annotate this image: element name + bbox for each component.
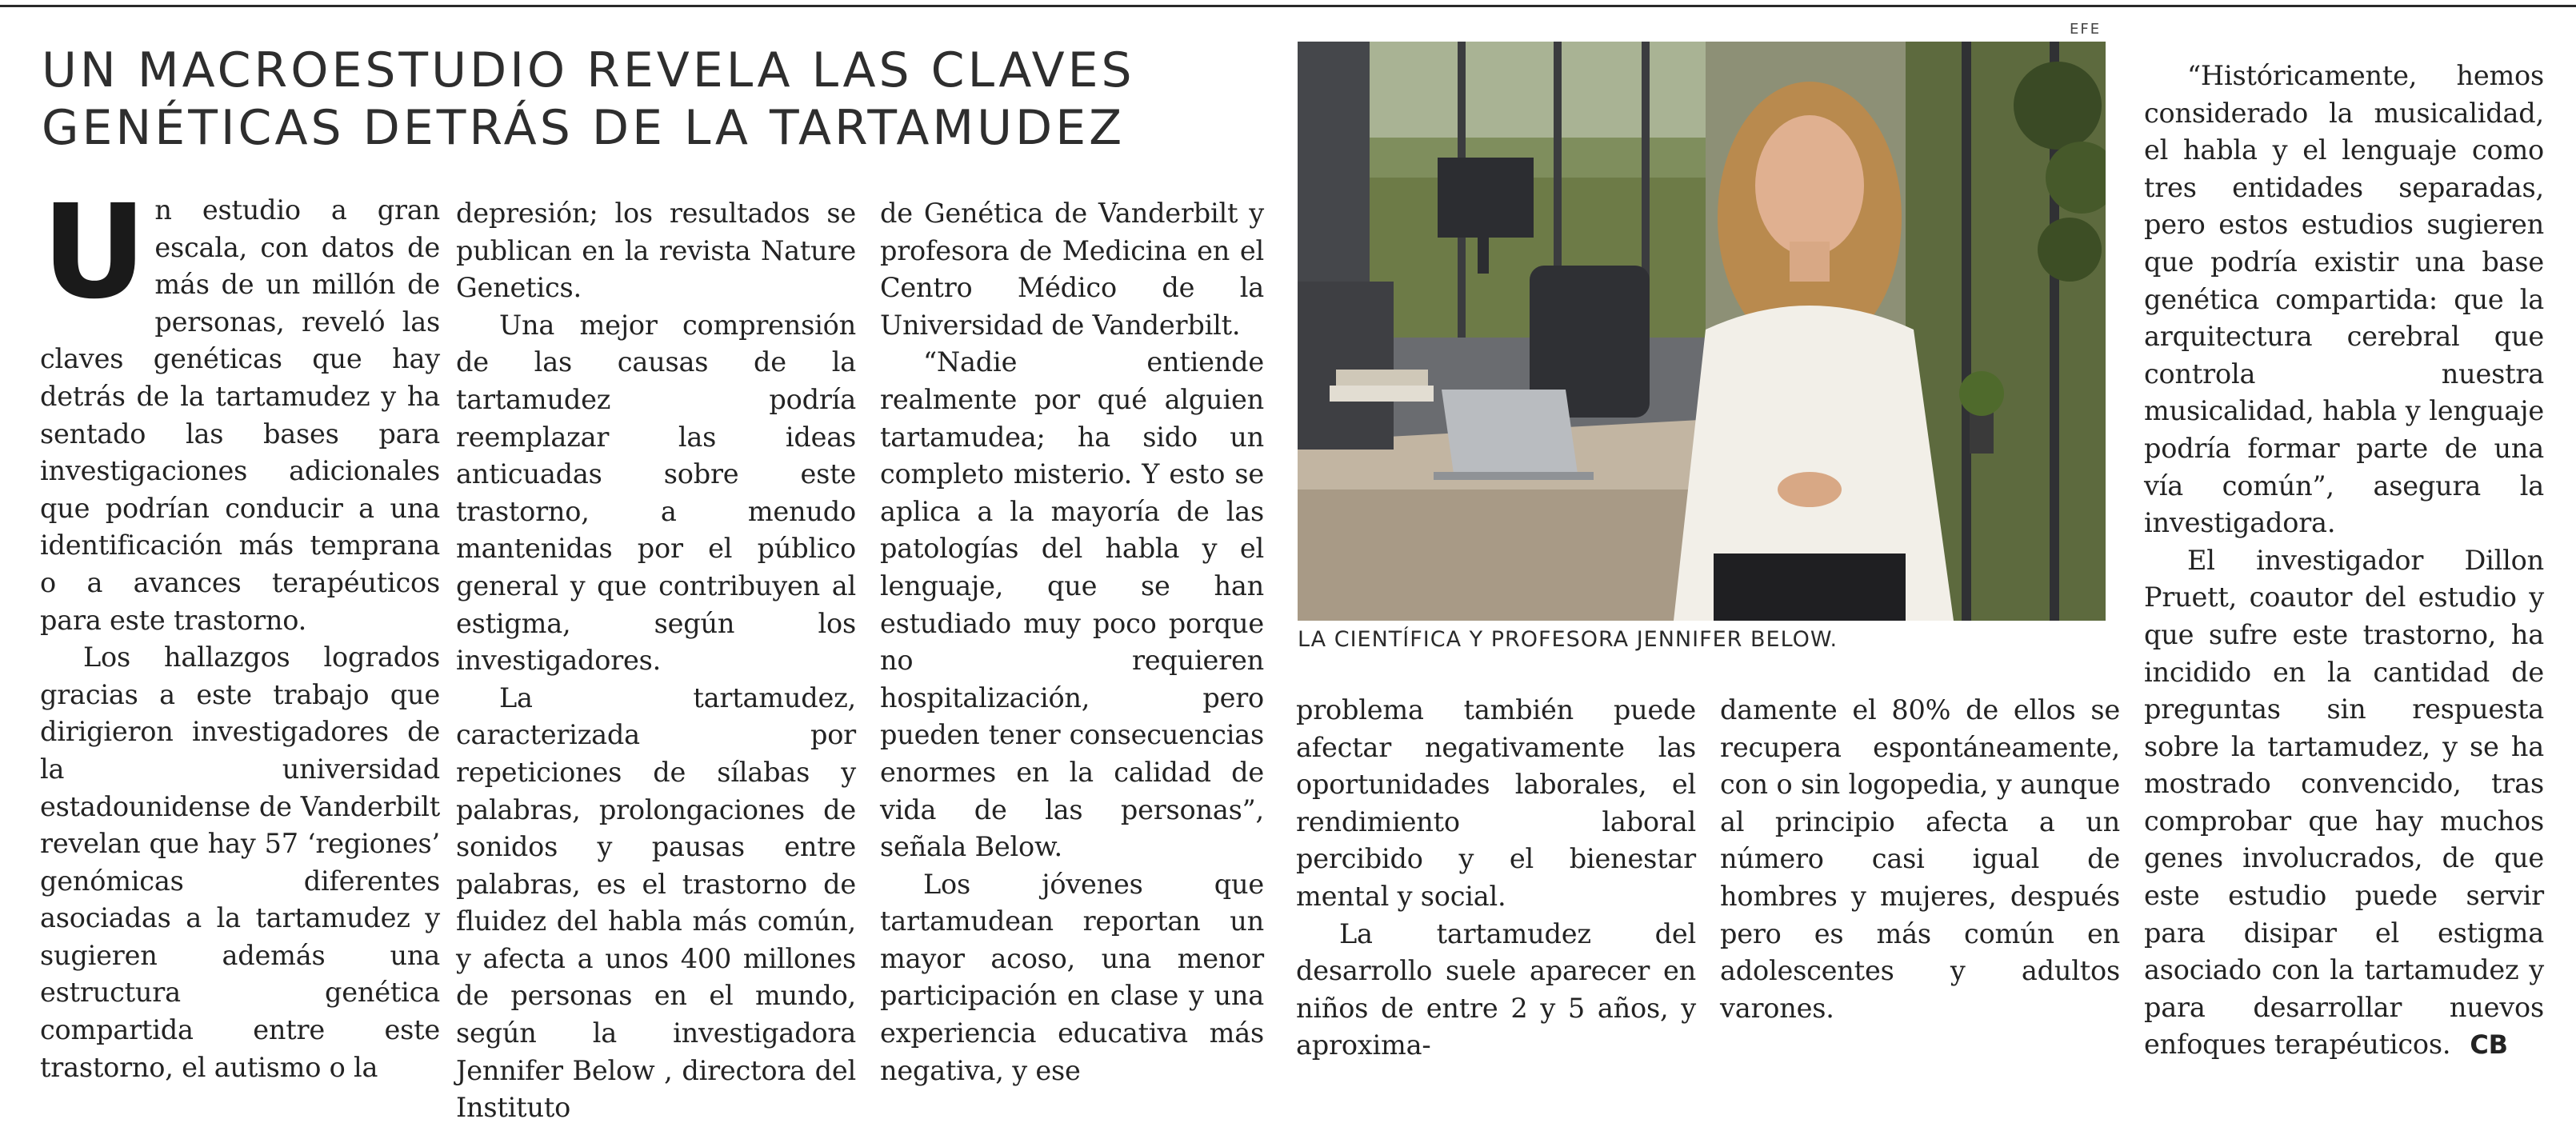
photo-caption: LA CIENTÍFICA Y PROFESORA JENNIFER BELOW. — [1298, 627, 1838, 652]
paragraph-definicion: La tartamudez, caracterizada por repeticiones de sílabas y palabras, prolongaciones de sonidos y pausas entre palabras, es el trastorno de fluidez del habla más común, y afecta a unos 400 millones de personas en el mundo, según la investigadora Jennifer Below , directora del Instituto — [456, 681, 856, 1124]
text-column-4 — [1296, 692, 1696, 1065]
paragraph-desarrollo-cont: damente el 80% de ellos se recupera espontáneamente, con o sin logopedia, y aunque al principio afecta a un número casi igual de hombres y mujeres, después pero es más común en adolescentes y adultos varones. — [1720, 694, 2120, 1024]
drop-cap: U — [42, 178, 147, 328]
paragraph-definicion-cont: de Genética de Vanderbilt y profesora de Medicina en el Centro Médico de la Universidad de Vanderbilt. — [880, 198, 1264, 341]
paragraph-musicalidad: “Históricamente, hemos considerado la musicalidad, el habla y el lenguaje como tres entidades separadas, pero estos estudios sugieren que podría existir una base genética compartida: que la arquitectura cerebral que controla nuestra musicalidad, habla y lenguaje podría formar parte de una vía común”, asegura la investigadora. — [2144, 60, 2544, 539]
text-column-3 — [880, 195, 1264, 1089]
paragraph-hallazgos-cont: depresión; los resultados se publican en la revista Nature Genetics. — [456, 198, 856, 304]
headline-line-1: UN MACROESTUDIO REVELA LAS CLAVES — [42, 42, 1135, 98]
text-column-6 — [2144, 58, 2544, 1064]
text-column-2 — [456, 195, 856, 1127]
paragraph-jovenes: Los jóvenes que tartamudean reportan un mayor acoso, una menor participación en clase y una experiencia educativa más negativa, y ese — [880, 868, 1264, 1086]
photo-credit: EFE — [2070, 21, 2102, 38]
photo-illustration — [1298, 42, 2106, 621]
paragraph-desarrollo: La tartamudez del desarrollo suele aparecer en niños de entre 2 y 5 años, y aproxima- — [1296, 917, 1696, 1061]
paragraph-pruett-text: El investigador Dillon Pruett, coautor del estudio y que sufre este trastorno, ha incidido en la cantidad de preguntas sin respuesta sobre la tartamudez, y se ha mostrado convencido, tras comprobar que hay muchos genes involucrados, de que este estudio puede servir para disipar el estigma asociado con la tartamudez y para desarrollar nuevos enfoques terapéuticos. — [2144, 544, 2544, 1061]
paragraph-jovenes-cont: problema también puede afectar negativamente las oportunidades laborales, el rendimiento laboral percibido y el bienestar mental y social. — [1296, 694, 1696, 912]
article-headline — [42, 42, 1290, 157]
paragraph-pruett — [2144, 542, 2544, 1064]
paragraph-comprension: Una mejor comprensión de las causas de la tartamudez podría reemplazar las ideas anticuadas sobre este trastorno, a menudo mantenidas por el público general y que contribuyen al estigma, según los investigadores. — [456, 309, 856, 677]
top-rule — [0, 5, 2576, 7]
paragraph-intro — [40, 178, 440, 639]
paragraph-quote-below: “Nadie entiende realmente por qué alguien tartamudea; ha sido un completo misterio. Y esto se aplica a la mayoría de las patologías del habla y el lenguaje, que se han estudiado muy poco porque no requieren hospitalización, pero pueden tener consecuencias enormes en la calidad de vida de las personas”, señala Below. — [880, 346, 1264, 863]
headline-line-2: GENÉTICAS DETRÁS DE LA TARTAMUDEZ — [42, 100, 1126, 156]
paragraph-intro-text: n estudio a gran escala, con datos de más de un millón de personas, reveló las claves genéticas que hay detrás de la tartamudez y ha sentado las bases para investigaciones adicionales que podrían conducir a una identificación más temprana o a avances terapéuticos para este trastorno. — [40, 194, 440, 636]
paragraph-hallazgos: Los hallazgos logrados gracias a este trabajo que dirigieron investigadores de la universidad estadounidense de Vanderbilt revelan que hay 57 ‘regiones’ genómicas diferentes asociadas a la tartamudez y sugieren además una estructura genética compartida entre este trastorno, el autismo o la — [40, 641, 440, 1083]
end-mark: CB — [2470, 1029, 2508, 1061]
article-photo — [1298, 42, 2106, 621]
text-column-5 — [1720, 692, 2120, 1027]
text-column-1 — [40, 178, 440, 1086]
